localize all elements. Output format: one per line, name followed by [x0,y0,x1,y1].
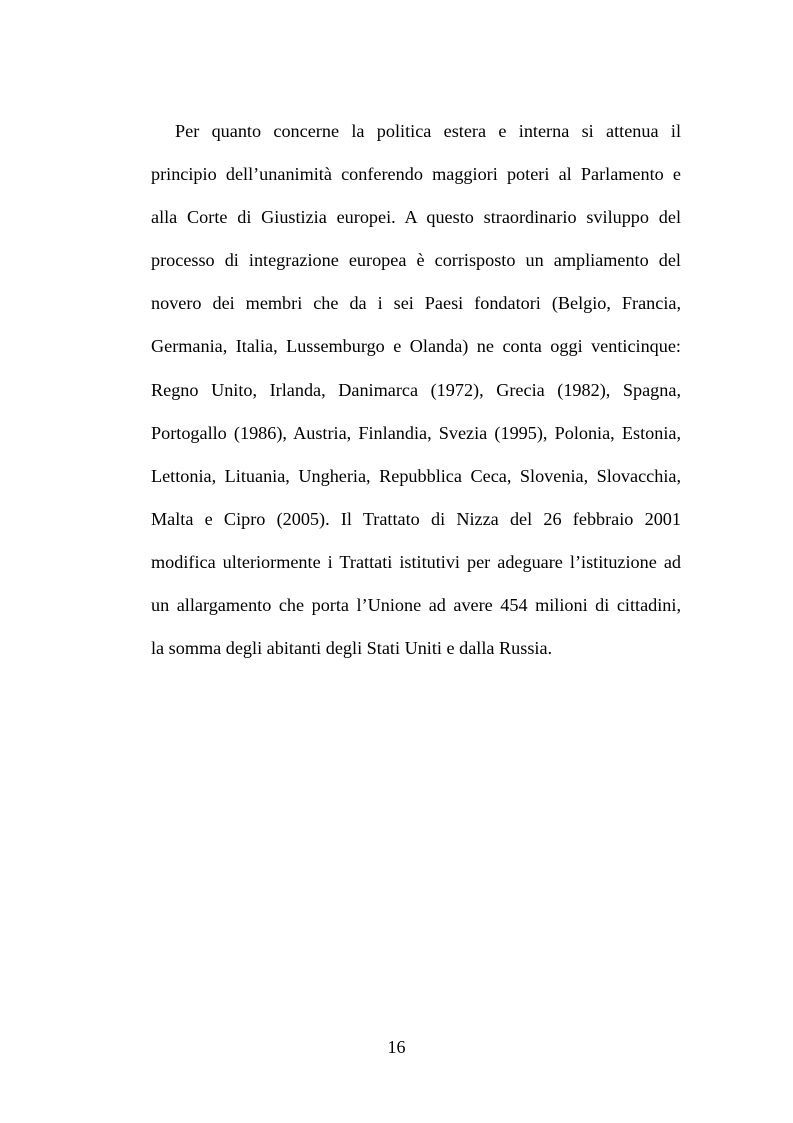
paragraph-line: un allargamento che porta l’Unione ad avere 454 milioni di cittadini, [151,595,681,616]
paragraph-line: processo di integrazione europea è corrisposto un ampliamento del [151,250,681,271]
paragraph-line: Lettonia, Lituania, Ungheria, Repubblica Ceca, Slovenia, Slovacchia, [151,465,681,486]
body-paragraph [151,110,681,670]
paragraph-line: modifica ulteriormente i Trattati istitutivi per adeguare l’istituzione ad [151,551,681,572]
paragraph-line: novero dei membri che da i sei Paesi fondatori (Belgio, Francia, [151,293,681,314]
paragraph-line: la somma degli abitanti degli Stati Uniti e dalla Russia. [151,638,553,659]
paragraph-line: Per quanto concerne la politica estera e interna si attenua il [175,121,681,141]
paragraph-line: Regno Unito, Irlanda, Danimarca (1972), Grecia (1982), Spagna, [151,379,681,400]
paragraph-line: Portogallo (1986), Austria, Finlandia, Svezia (1995), Polonia, Estonia, [151,422,681,443]
paragraph-line: Germania, Italia, Lussemburgo e Olanda) ne conta oggi venticinque: [151,336,681,357]
paragraph-line: Malta e Cipro (2005). Il Trattato di Nizza del 26 febbraio 2001 [151,508,681,529]
page-number: 16 [387,1037,406,1057]
paragraph-line: alla Corte di Giustizia europei. A questo straordinario sviluppo del [151,207,681,228]
paragraph-line: principio dell’unanimità conferendo maggiori poteri al Parlamento e [151,164,681,185]
